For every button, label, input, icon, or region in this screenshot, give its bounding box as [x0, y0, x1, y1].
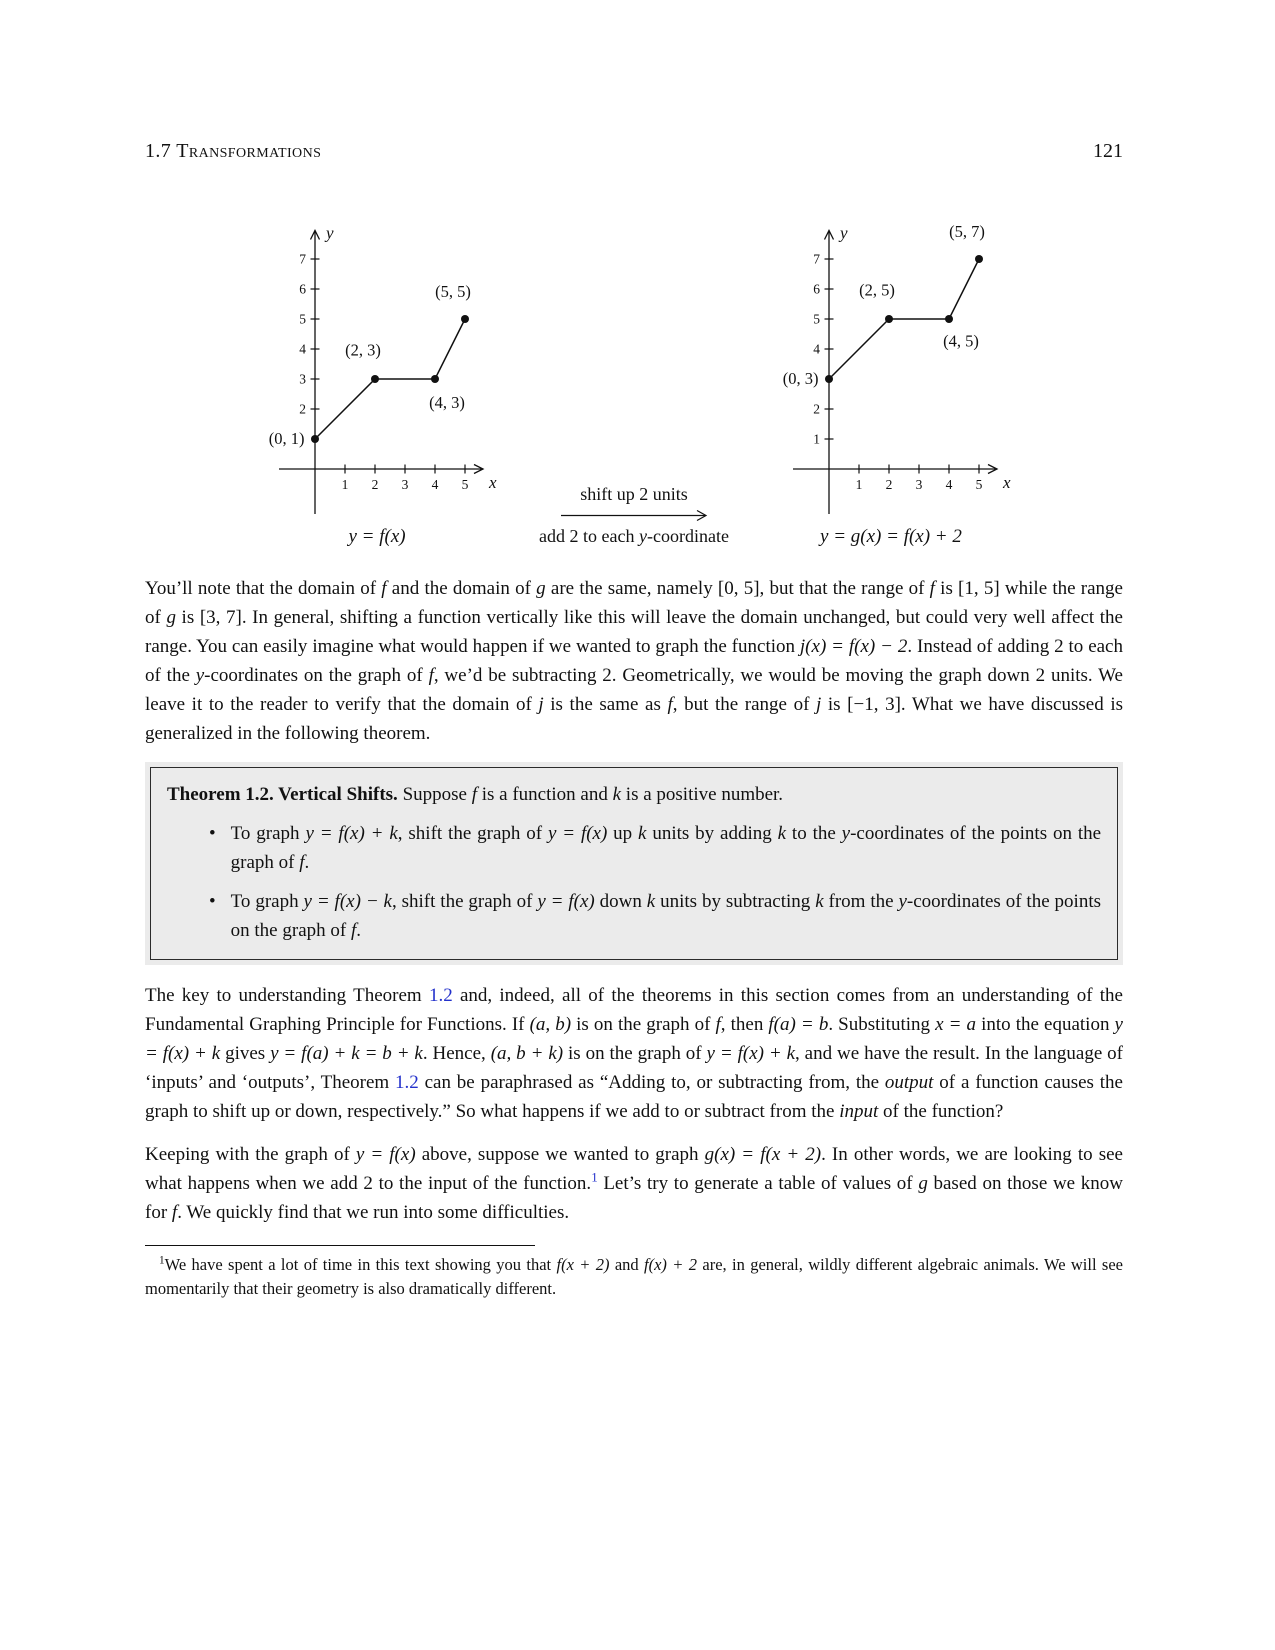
text-run: , but the range of	[672, 694, 817, 715]
x-tick-label: 2	[371, 477, 379, 492]
y-tick-label: 5	[299, 311, 307, 327]
text-run: is [1, 5] while the range of	[145, 578, 1123, 628]
page-header	[145, 140, 1123, 163]
text-run: f	[171, 1202, 178, 1223]
text-run: f	[929, 578, 935, 599]
y-tick-label: 7	[813, 251, 820, 267]
text-run: y = f(x)	[355, 1144, 416, 1165]
theorem-bullet-down-text	[231, 887, 1101, 945]
text-run: is a positive number.	[621, 784, 784, 805]
text-run: f	[471, 784, 477, 805]
graph-f-plot	[247, 219, 507, 519]
footnote-rule	[145, 1245, 535, 1246]
point-label: (5, 7)	[949, 222, 985, 241]
paragraph-keeping-graph	[145, 1140, 1123, 1227]
text-run: . Substituting	[828, 1014, 936, 1035]
text-run: y = f(x) + k	[145, 1014, 1123, 1064]
paragraph-domain-range	[145, 574, 1123, 748]
text-run: j	[538, 694, 544, 715]
text-run: (a, b)	[529, 1014, 572, 1035]
theorem-box-frame	[150, 767, 1118, 960]
bullet-icon: •	[209, 823, 216, 844]
text-run: f	[715, 1014, 721, 1035]
theorem-bullet-up-text	[231, 819, 1101, 877]
text-run: x = a	[935, 1014, 977, 1035]
paragraph-key-understanding	[145, 981, 1123, 1126]
text-run: f	[299, 852, 305, 873]
data-point	[371, 375, 379, 383]
text-run: f(x + 2)	[556, 1255, 610, 1274]
theorem-box	[145, 762, 1123, 965]
text-run: y = f(x)	[547, 823, 608, 844]
x-tick-label: 4	[431, 477, 439, 492]
text-run: y	[841, 823, 851, 844]
text-run: to the	[786, 823, 842, 844]
point-label: (0, 1)	[268, 429, 305, 448]
text-run: , we’d be subtracting 2. Geometrically, we would be moving the graph down 2 units. We leave it to the reader to verify that the domain of	[145, 665, 1123, 715]
text-run: is on the graph of	[571, 1014, 716, 1035]
page-number: 121	[1093, 140, 1123, 162]
text-run: .	[304, 852, 310, 873]
text-run: from the	[823, 891, 899, 912]
text-run: . Instead of adding 2 to each of the	[145, 636, 1123, 686]
text-run: of the function?	[878, 1101, 1004, 1122]
text-run: y = f(x) + k	[706, 1043, 796, 1064]
y-tick-label: 2	[813, 401, 820, 417]
text-run: k	[638, 823, 647, 844]
graph-f-block	[247, 219, 507, 550]
theorem-bullet-list	[167, 819, 1101, 945]
theorem-1-2-link[interactable]: 1.2	[395, 1072, 419, 1093]
text-run: are, in general, wildly different algebraic animals. We will see momentarily that their geometry is also dramatically different.	[145, 1255, 1123, 1298]
theorem-bullet-shift-down	[167, 887, 1101, 945]
text-run: k	[777, 823, 787, 844]
text-run: of a function causes the graph to shift up or down, respectively.” So what happens if we add to or subtract from the	[145, 1072, 1123, 1122]
text-run: can be paraphrased as “Adding to, or subtracting from, the	[418, 1072, 885, 1093]
text-run: is [−1, 3]. What we have discussed is generalized in the following theorem.	[145, 694, 1123, 744]
y-tick-label: 3	[299, 371, 307, 387]
text-run: y	[639, 526, 647, 546]
graph-g-plot	[761, 219, 1021, 519]
text-run: , then	[720, 1014, 769, 1035]
y-axis-label: y	[839, 223, 848, 243]
y-tick-label: 2	[299, 401, 307, 417]
text-run: y = f(x)	[537, 891, 595, 912]
x-tick-label: 4	[945, 477, 953, 492]
y-axis-label: y	[326, 223, 334, 243]
y-tick-label: 7	[299, 251, 307, 267]
text-run: , shift the graph of	[391, 891, 538, 912]
text-run: are the same, namely [0, 5], but that the range of	[545, 578, 930, 599]
graph-f-caption: y = f(x)	[348, 526, 406, 547]
shift-label-bottom	[539, 524, 729, 548]
text-run: gives	[220, 1043, 271, 1064]
text-run: j(x) = f(x) − 2	[799, 636, 908, 657]
x-tick-label: 1	[341, 477, 349, 492]
footnote-1-marker: 1	[159, 1254, 165, 1267]
y-tick-label: 6	[813, 281, 820, 297]
point-label: (0, 3)	[782, 369, 819, 388]
text-run: output	[884, 1072, 934, 1093]
text-run: g	[918, 1173, 928, 1194]
theorem-1-2-link[interactable]: 1.2	[428, 985, 453, 1006]
text-run: k	[646, 891, 656, 912]
point-label: (4, 3)	[429, 393, 465, 412]
data-point	[945, 315, 953, 323]
text-run: g	[166, 607, 176, 628]
y-tick-label: 6	[299, 281, 307, 297]
text-run: y = f(x) − k	[303, 891, 392, 912]
text-run: Keeping with the graph of	[145, 1144, 356, 1165]
x-tick-label: 5	[975, 477, 983, 492]
data-point	[825, 375, 833, 383]
text-run: -coordinate	[647, 526, 729, 546]
text-run: input	[839, 1101, 879, 1122]
y-tick-label: 5	[813, 311, 820, 327]
x-tick-label: 2	[885, 477, 893, 492]
text-run: units by subtracting	[655, 891, 816, 912]
text-run: k	[612, 784, 622, 805]
text-run: f	[381, 578, 387, 599]
point-label: (5, 5)	[435, 282, 471, 301]
text-run: . Hence,	[422, 1043, 491, 1064]
text-run: You’ll note that the domain of	[145, 578, 382, 599]
text-run: (a, b + k)	[490, 1043, 564, 1064]
function-curve	[829, 259, 979, 379]
section-title: 1.7 Transformations	[145, 140, 322, 162]
shift-label-top: shift up 2 units	[580, 484, 688, 504]
function-curve	[315, 319, 465, 439]
text-run: .	[356, 920, 361, 941]
data-point	[461, 315, 469, 323]
data-point	[885, 315, 893, 323]
text-run: and, indeed, all of the theorems in this section comes from an understanding of the Fundamental Graphing Principle for Functions. If	[145, 985, 1123, 1035]
x-tick-label: 5	[461, 477, 469, 492]
text-run: into the equation	[976, 1014, 1115, 1035]
x-axis-label: x	[489, 473, 497, 492]
bullet-icon: •	[209, 891, 216, 912]
x-axis-label: x	[1002, 473, 1011, 492]
text-run: and	[609, 1255, 645, 1274]
text-run: f	[667, 694, 673, 715]
x-tick-label: 3	[915, 477, 923, 492]
text-run: is on the graph of	[563, 1043, 707, 1064]
text-run: units by adding	[646, 823, 778, 844]
text-column	[145, 0, 1123, 1301]
text-run: g	[536, 578, 546, 599]
text-run: y	[195, 665, 205, 686]
footnote-1-ref[interactable]: 1	[591, 1169, 598, 1185]
text-run: To graph	[230, 891, 304, 912]
theorem-header	[167, 780, 1101, 809]
figure-vertical-shift	[145, 219, 1123, 550]
text-run: -coordinates of the points on the graph of	[230, 891, 1101, 941]
text-run: f	[428, 665, 434, 686]
text-run: y = f(a) + k = b + k	[270, 1043, 423, 1064]
text-run: . We quickly find that we run into some difficulties.	[177, 1202, 570, 1223]
text-run: We have spent a lot of time in this text showing you that	[164, 1255, 557, 1274]
text-run: is [3, 7]. In general, shifting a function vertically like this will leave the domain unchanged, but could very well affect the range. You can easily imagine what would happen if we wanted to graph the function	[145, 607, 1123, 657]
text-run: f(a) = b	[768, 1014, 829, 1035]
text-run: is the same as	[543, 694, 668, 715]
text-run: , shift the graph of	[397, 823, 548, 844]
text-run: up	[607, 823, 639, 844]
text-run: Suppose	[397, 784, 472, 805]
text-run: g(x) = f(x + 2)	[704, 1144, 822, 1165]
text-run: above, suppose we wanted to graph	[415, 1144, 705, 1165]
footnote-area	[145, 1245, 1123, 1301]
right-arrow-icon	[559, 509, 709, 522]
text-run: based on those we know for	[145, 1173, 1124, 1223]
text-run: To graph	[230, 823, 306, 844]
y-tick-label: 1	[813, 431, 820, 447]
y-tick-label: 4	[813, 341, 820, 357]
text-run: f	[350, 920, 357, 941]
text-run: k	[815, 891, 824, 912]
text-run: . In other words, we are looking to see what happens when we add 2 to the input of the function.	[145, 1144, 1123, 1194]
text-run: Theorem 1.2. Vertical Shifts.	[167, 784, 398, 805]
text-run: Let’s try to generate a table of values of	[597, 1173, 919, 1194]
graph-g-caption: y = g(x) = f(x) + 2	[820, 526, 962, 547]
text-run: and the domain of	[386, 578, 537, 599]
data-point	[311, 435, 319, 443]
text-run: -coordinates on the graph of	[204, 665, 429, 686]
x-tick-label: 1	[855, 477, 863, 492]
point-label: (2, 3)	[345, 340, 381, 360]
data-point	[431, 375, 439, 383]
text-run: The key to understanding Theorem	[145, 985, 429, 1006]
text-run: is a function and	[477, 784, 613, 805]
text-run: y = f(x) + k	[305, 823, 398, 844]
text-run: f(x) + 2	[644, 1255, 698, 1274]
x-tick-label: 3	[401, 477, 409, 492]
graph-g-block	[761, 219, 1021, 550]
text-run: y	[898, 891, 907, 912]
shift-annotation	[539, 482, 729, 548]
y-tick-label: 4	[299, 341, 307, 357]
text-run: down	[594, 891, 647, 912]
text-run: , and we have the result. In the language of ‘inputs’ and ‘outputs’, Theorem	[145, 1043, 1123, 1093]
theorem-bullet-shift-up	[167, 819, 1101, 877]
text-run: j	[816, 694, 822, 715]
text-run: add 2 to each	[539, 526, 639, 546]
footnote-text	[145, 1253, 1123, 1301]
point-label: (2, 5)	[859, 280, 895, 300]
data-point	[975, 255, 983, 263]
text-run: -coordinates of the points on the graph of	[230, 823, 1102, 873]
point-label: (4, 5)	[943, 331, 979, 351]
